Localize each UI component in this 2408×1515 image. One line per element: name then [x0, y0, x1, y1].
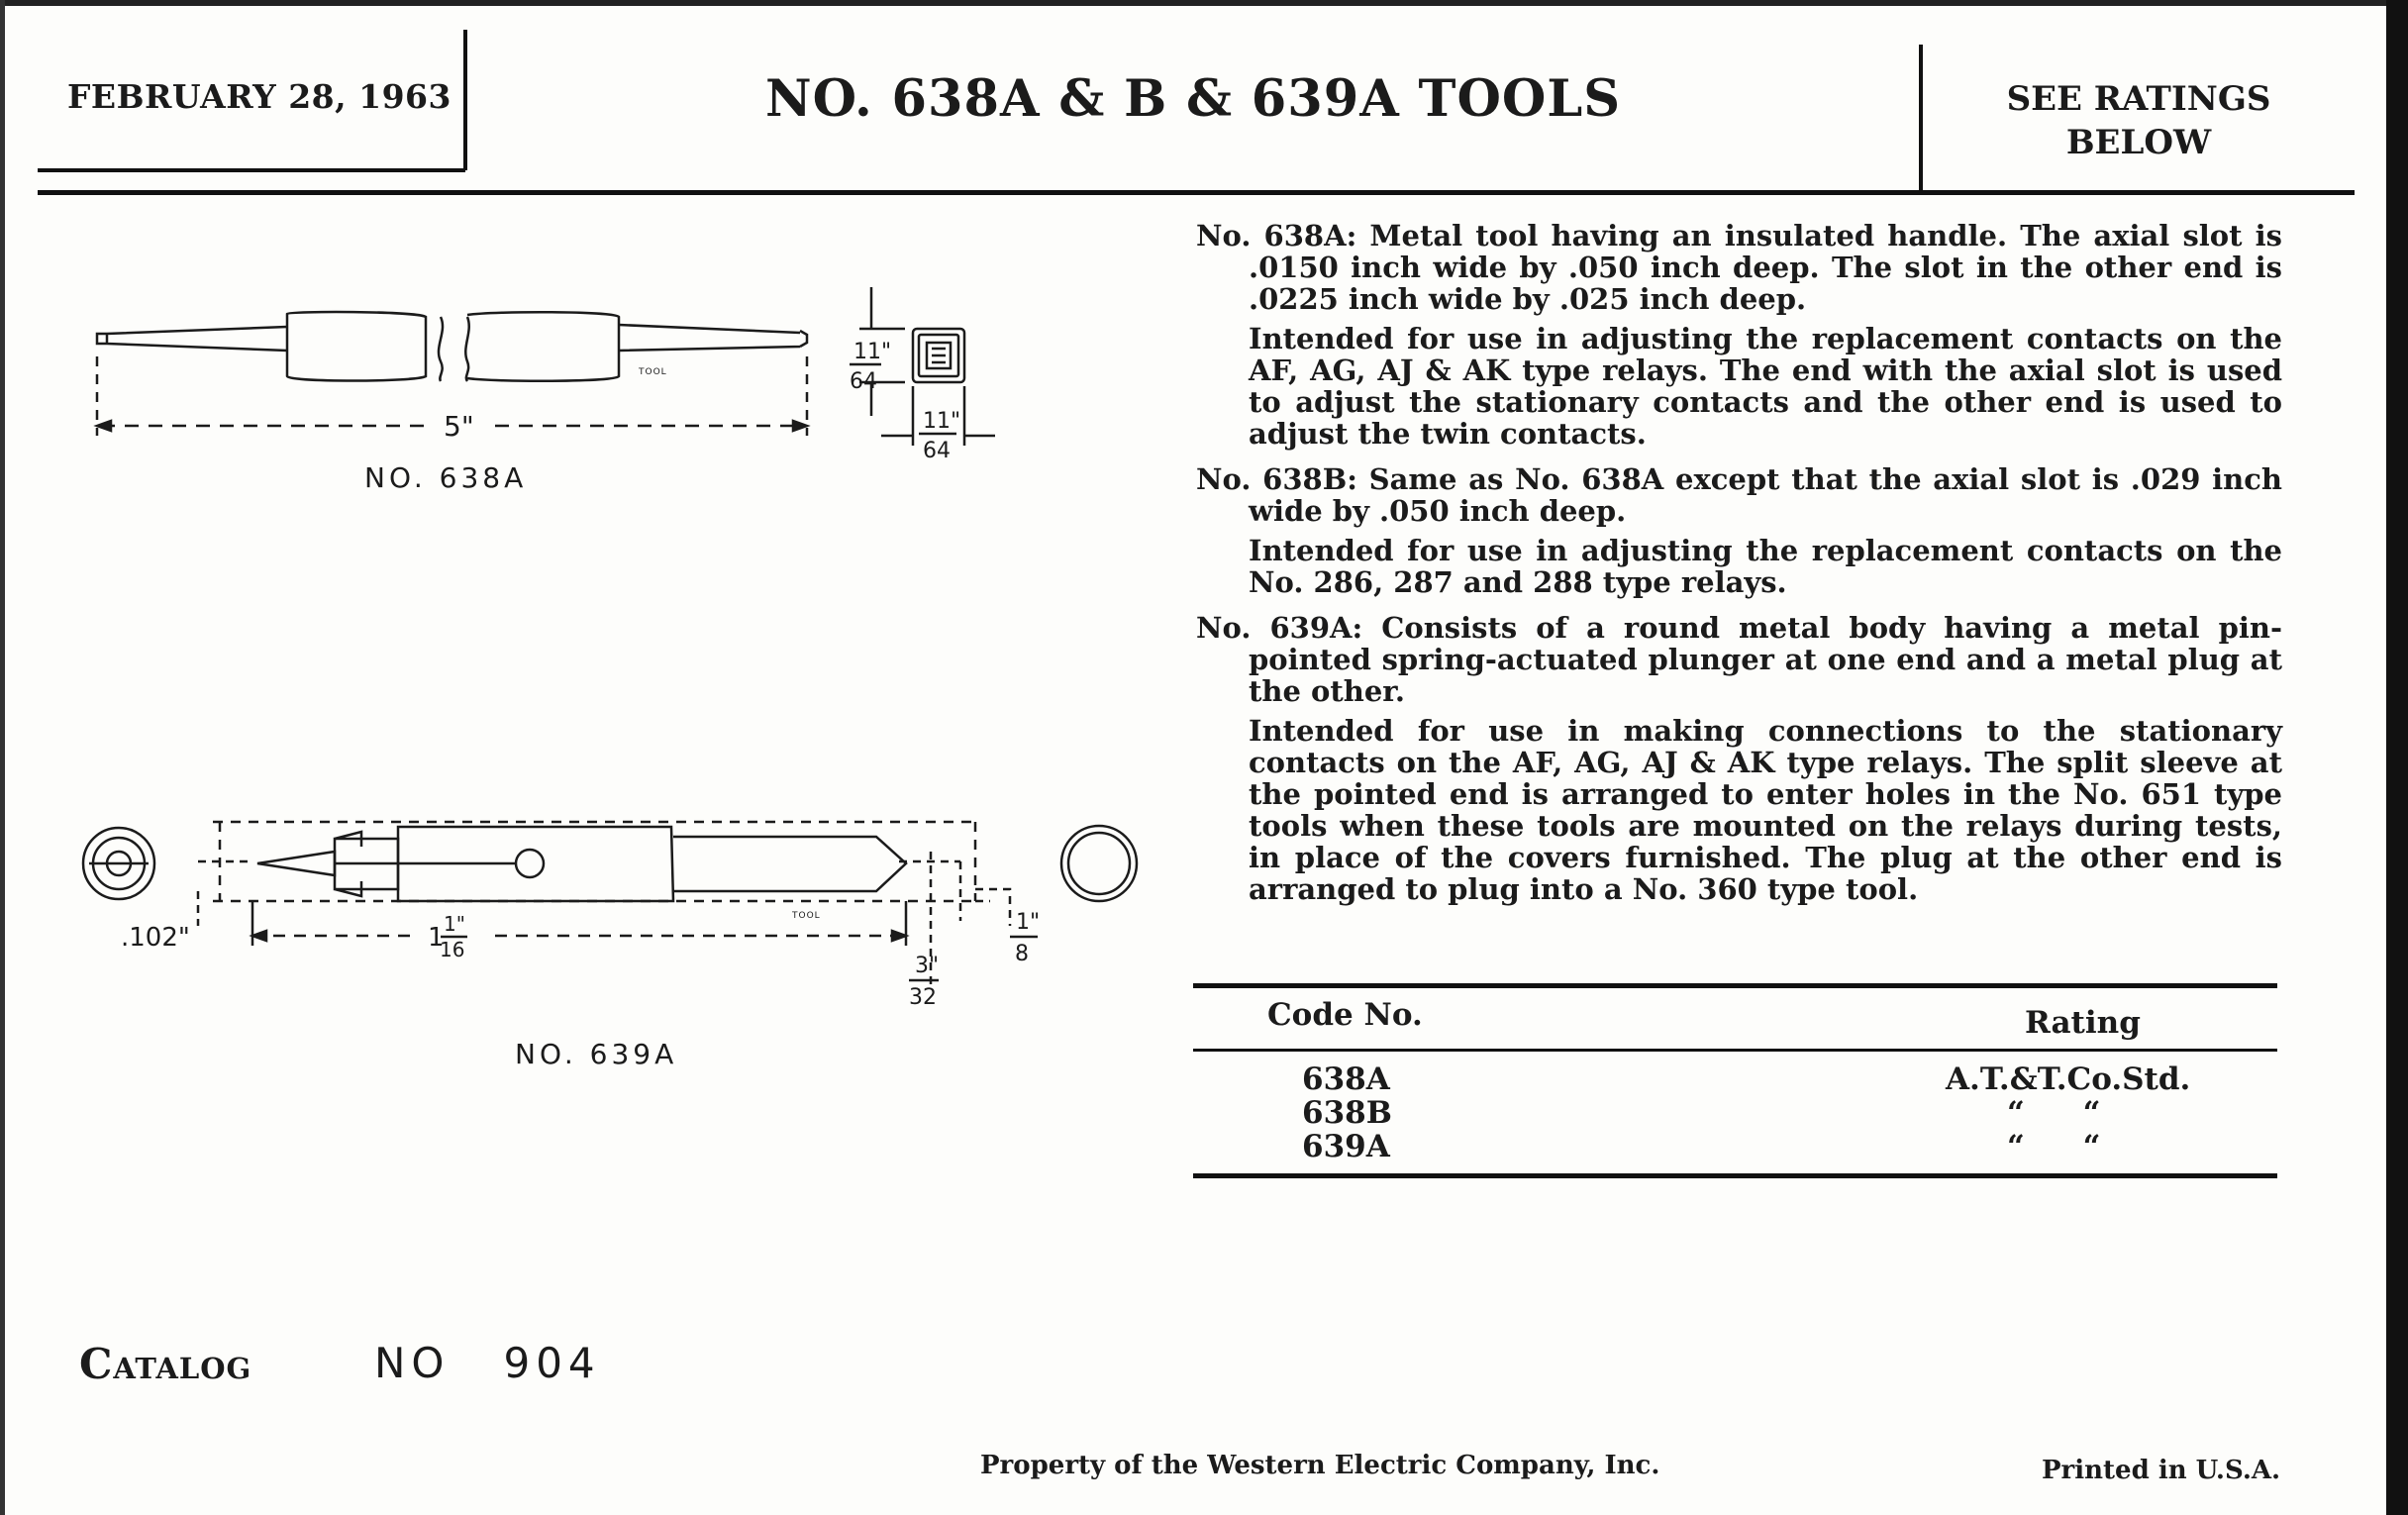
header-ratings-note [1921, 77, 2357, 164]
catalog-number [374, 1339, 654, 1387]
tool-638a-dim-den-h: 64 [923, 439, 951, 463]
tool-639a-end-dim [975, 889, 1010, 926]
tool-639a-dia-small: .102" [121, 923, 190, 953]
tool-638a-break-left [439, 317, 443, 381]
tool-639a-plug [673, 837, 906, 891]
table-row-rating: “ “ [2007, 1129, 2101, 1164]
tool-638a-dim-num-h: 11" [923, 409, 961, 434]
tool-638a-left-tip [97, 327, 287, 351]
description-639a-lead: No. 639A: Consists of a round metal body having a metal pin-pointed spring-actuated plunger at one end and a metal plug at the other. [1196, 611, 2282, 708]
tool-639a-knob [516, 850, 544, 877]
tool-639a-len-num: 1" [444, 912, 465, 936]
ratings-codes [1302, 1062, 1392, 1163]
tool-639a-plunger [257, 852, 335, 875]
description-638a [1196, 220, 2282, 450]
ratings-values [1946, 1062, 2190, 1163]
tool-638a-right-shank [619, 325, 807, 351]
description-638a-lead: No. 638A: Metal tool having an insulated handle. The axial slot is .0150 inch wide by .050 inch deep. The slot in the other end is .0225 inch wide by .025 inch deep. [1196, 219, 2282, 316]
table-row-code: 638A [1302, 1061, 1390, 1097]
tool-638a-dim-den-v: 64 [850, 369, 877, 394]
table-row-code: 638B [1302, 1095, 1392, 1131]
catalog-label: Catalog [79, 1340, 252, 1388]
figure-label-638a: NO. 638A [364, 461, 528, 494]
tool-639a-tip-den: 32 [909, 985, 937, 1010]
tool-639a-end-view-right [1061, 826, 1137, 901]
tool-638a-end-slot [932, 349, 946, 362]
tool-638a-length: 5" [444, 410, 474, 443]
tool-639a-end-den: 8 [1015, 942, 1029, 966]
catalog-value: 904 [503, 1339, 601, 1387]
footer-printed: Printed in U.S.A. [2042, 1456, 2281, 1485]
header-rule [38, 190, 2355, 195]
figure-label-639a: NO. 639A [515, 1038, 678, 1070]
table-row-code: 639A [1302, 1129, 1390, 1164]
tool-638a-handle-left [287, 312, 426, 380]
ratings-note-line2: BELOW [2065, 123, 2212, 162]
table-row-rating: A.T.&T.Co.Std. [1946, 1061, 2191, 1097]
description-639a [1196, 612, 2282, 905]
page-title: NO. 638A & B & 639A TOOLS [764, 69, 1622, 129]
table-row-rating: “ “ [2007, 1095, 2101, 1131]
tool-639a-end-num: 1" [1016, 910, 1041, 935]
tool-639a-len-ticks [252, 901, 906, 946]
description-638b [1196, 463, 2282, 598]
catalog-no: NO [374, 1339, 451, 1387]
drawing-638a [79, 277, 1020, 505]
ratings-table-header-rule [1193, 1049, 2277, 1052]
ratings-note-line1: SEE RATINGS [2006, 79, 2271, 119]
tool-639a-len-den: 16 [440, 938, 465, 961]
tool-639a-end-view-left [83, 828, 154, 899]
tool-639a-ext-lines [213, 822, 975, 901]
footer-property: Property of the Western Electric Company, Inc. [980, 1451, 1660, 1480]
tool-639a-tip-num: 3" [915, 954, 940, 978]
description-638a-para: Intended for use in adjusting the replacement contacts on the AF, AG, AJ & AK type relays. The end with the axial slot is used to adjust the stationary contacts and the other end is used to adjust the twin contacts. [1249, 322, 2282, 451]
header-rule-left [38, 168, 465, 172]
tool-639a-len-whole: 1 [428, 923, 445, 953]
description-639a-para: Intended for use in making connections to the stationary contacts on the AF, AG, AJ & AK type relays. The split sleeve at the pointed end is arranged to enter holes in the No. 651 type tools when these tools are mounted on the relays during tests, in place of the covers furnished. The plug at the other end is arranged to plug into a No. 360 type tool. [1249, 714, 2282, 906]
tool-639a-mark: TOOL [792, 911, 821, 921]
scan-edge-right [2386, 0, 2408, 1515]
scan-edge-left [0, 0, 5, 1515]
drawing-639a [79, 802, 1149, 1020]
ratings-table-bottom-rule [1193, 1173, 2277, 1178]
tool-638a-handle-right [467, 312, 619, 381]
ratings-table-top-rule [1193, 983, 2277, 988]
tool-638a-mark: TOOL [639, 367, 667, 377]
description-638b-lead: No. 638B: Same as No. 638A except that the axial slot is .029 inch wide by .050 inch deep. [1196, 462, 2282, 528]
header-date: FEBRUARY 28, 1963 [67, 77, 452, 116]
tool-638a-break-right [465, 317, 468, 381]
ratings-col-code: Code No. [1267, 997, 1423, 1033]
ratings-col-rating: Rating [2025, 1005, 2141, 1041]
description-column [1196, 220, 2282, 919]
description-638b-para: Intended for use in adjusting the replacement contacts on the No. 286, 287 and 288 type relays. [1249, 534, 2282, 599]
scan-edge-top [0, 0, 2408, 6]
tool-638a-dim-num-v: 11" [853, 340, 892, 364]
